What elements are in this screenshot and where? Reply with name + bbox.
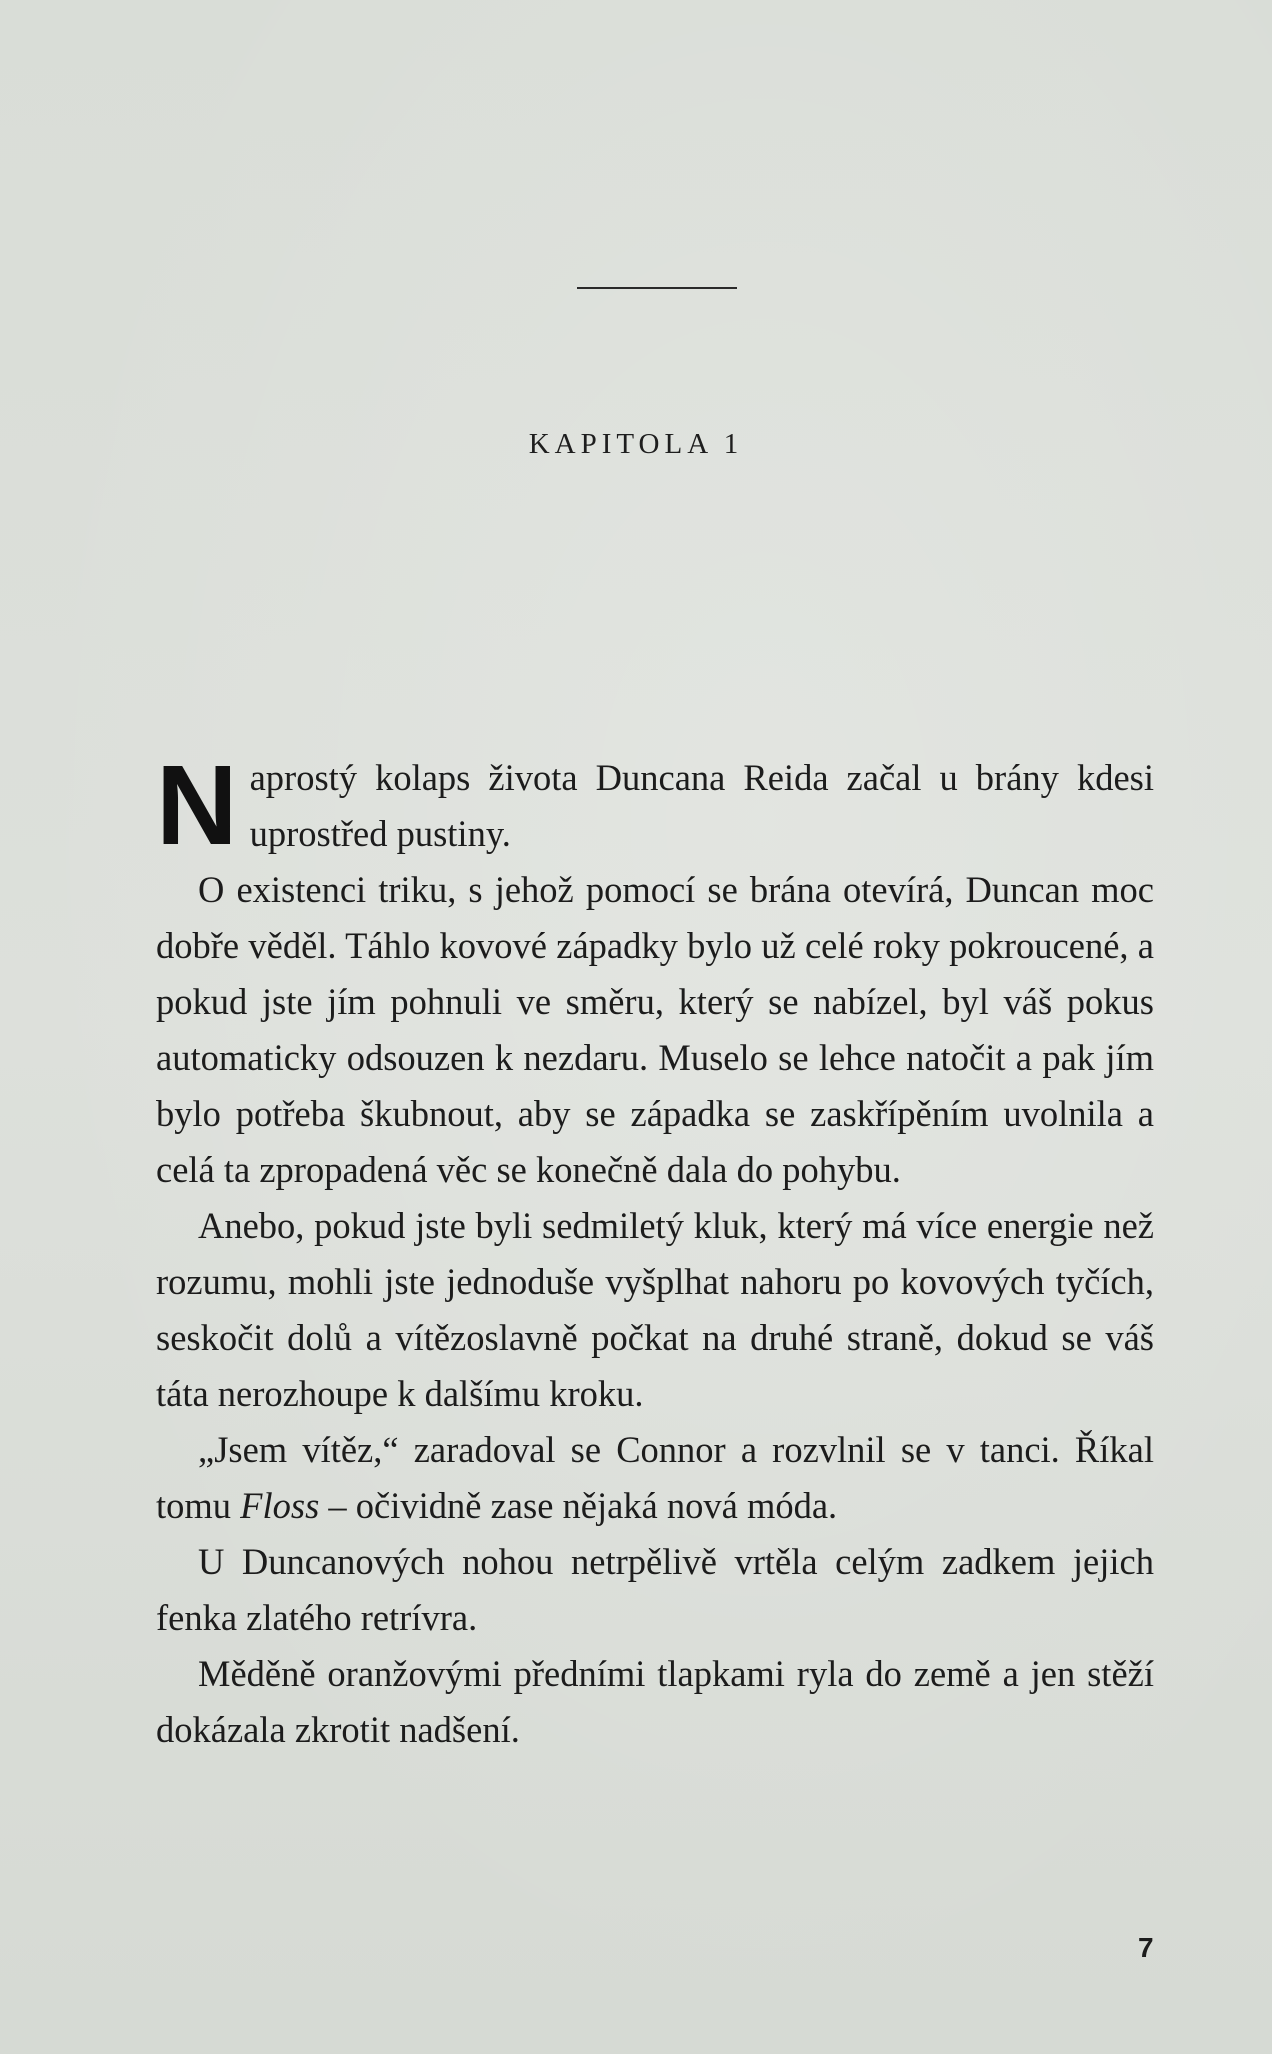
page-number: 7 (1138, 1932, 1154, 1963)
chapter-body (156, 742, 1154, 1758)
paragraph-6: Měděně oranžovými předními tlapkami ryla do země a jen stěží dokázala zkrotit nadšení. (156, 1653, 1154, 1750)
paragraph-4-italic-word: Floss (240, 1485, 320, 1526)
chapter-separator-rule (577, 287, 737, 289)
paragraph-4-text-end: – očividně zase nějaká nová móda. (319, 1485, 838, 1526)
drop-cap: N (156, 742, 238, 868)
paragraph-4 (156, 1422, 1154, 1534)
paragraph-1-text: aprostý kolaps života Duncana Reida začal u brány kdesi uprostřed pustiny. (249, 757, 1154, 854)
paragraph-4-text-start: „Jsem vítěz,“ zaradoval se Connor a rozvlnil se v tanci. Říkal tomu (156, 1429, 1154, 1526)
paragraph-5: U Duncanových nohou netrpělivě vrtěla celým zadkem jejich fenka zlatého retrívra. (156, 1541, 1154, 1638)
paragraph-3: Anebo, pokud jste byli sedmiletý kluk, který má více energie než rozumu, mohli jste jednoduše vyšplhat nahoru po kovových tyčích, seskočit dolů a vítězoslavně počkat na druhé straně, dokud se váš táta nerozhoupe k dalšímu kroku. (156, 1205, 1154, 1414)
chapter-heading: KAPITOLA 1 (528, 428, 744, 460)
paragraph-1 (156, 742, 1154, 868)
paragraph-2: O existenci triku, s jehož pomocí se brána otevírá, Duncan moc dobře věděl. Táhlo kovové západky bylo už celé roky pokroucené, a pokud jste jím pohnuli ve směru, který se nabízel, byl váš pokus automaticky odsouzen k nezdaru. Muselo se lehce natočit a pak jím bylo potřeba škubnout, aby se západka se zaskřípěním uvolnila a celá ta zpropadená věc se konečně dala do pohybu. (156, 869, 1154, 1190)
